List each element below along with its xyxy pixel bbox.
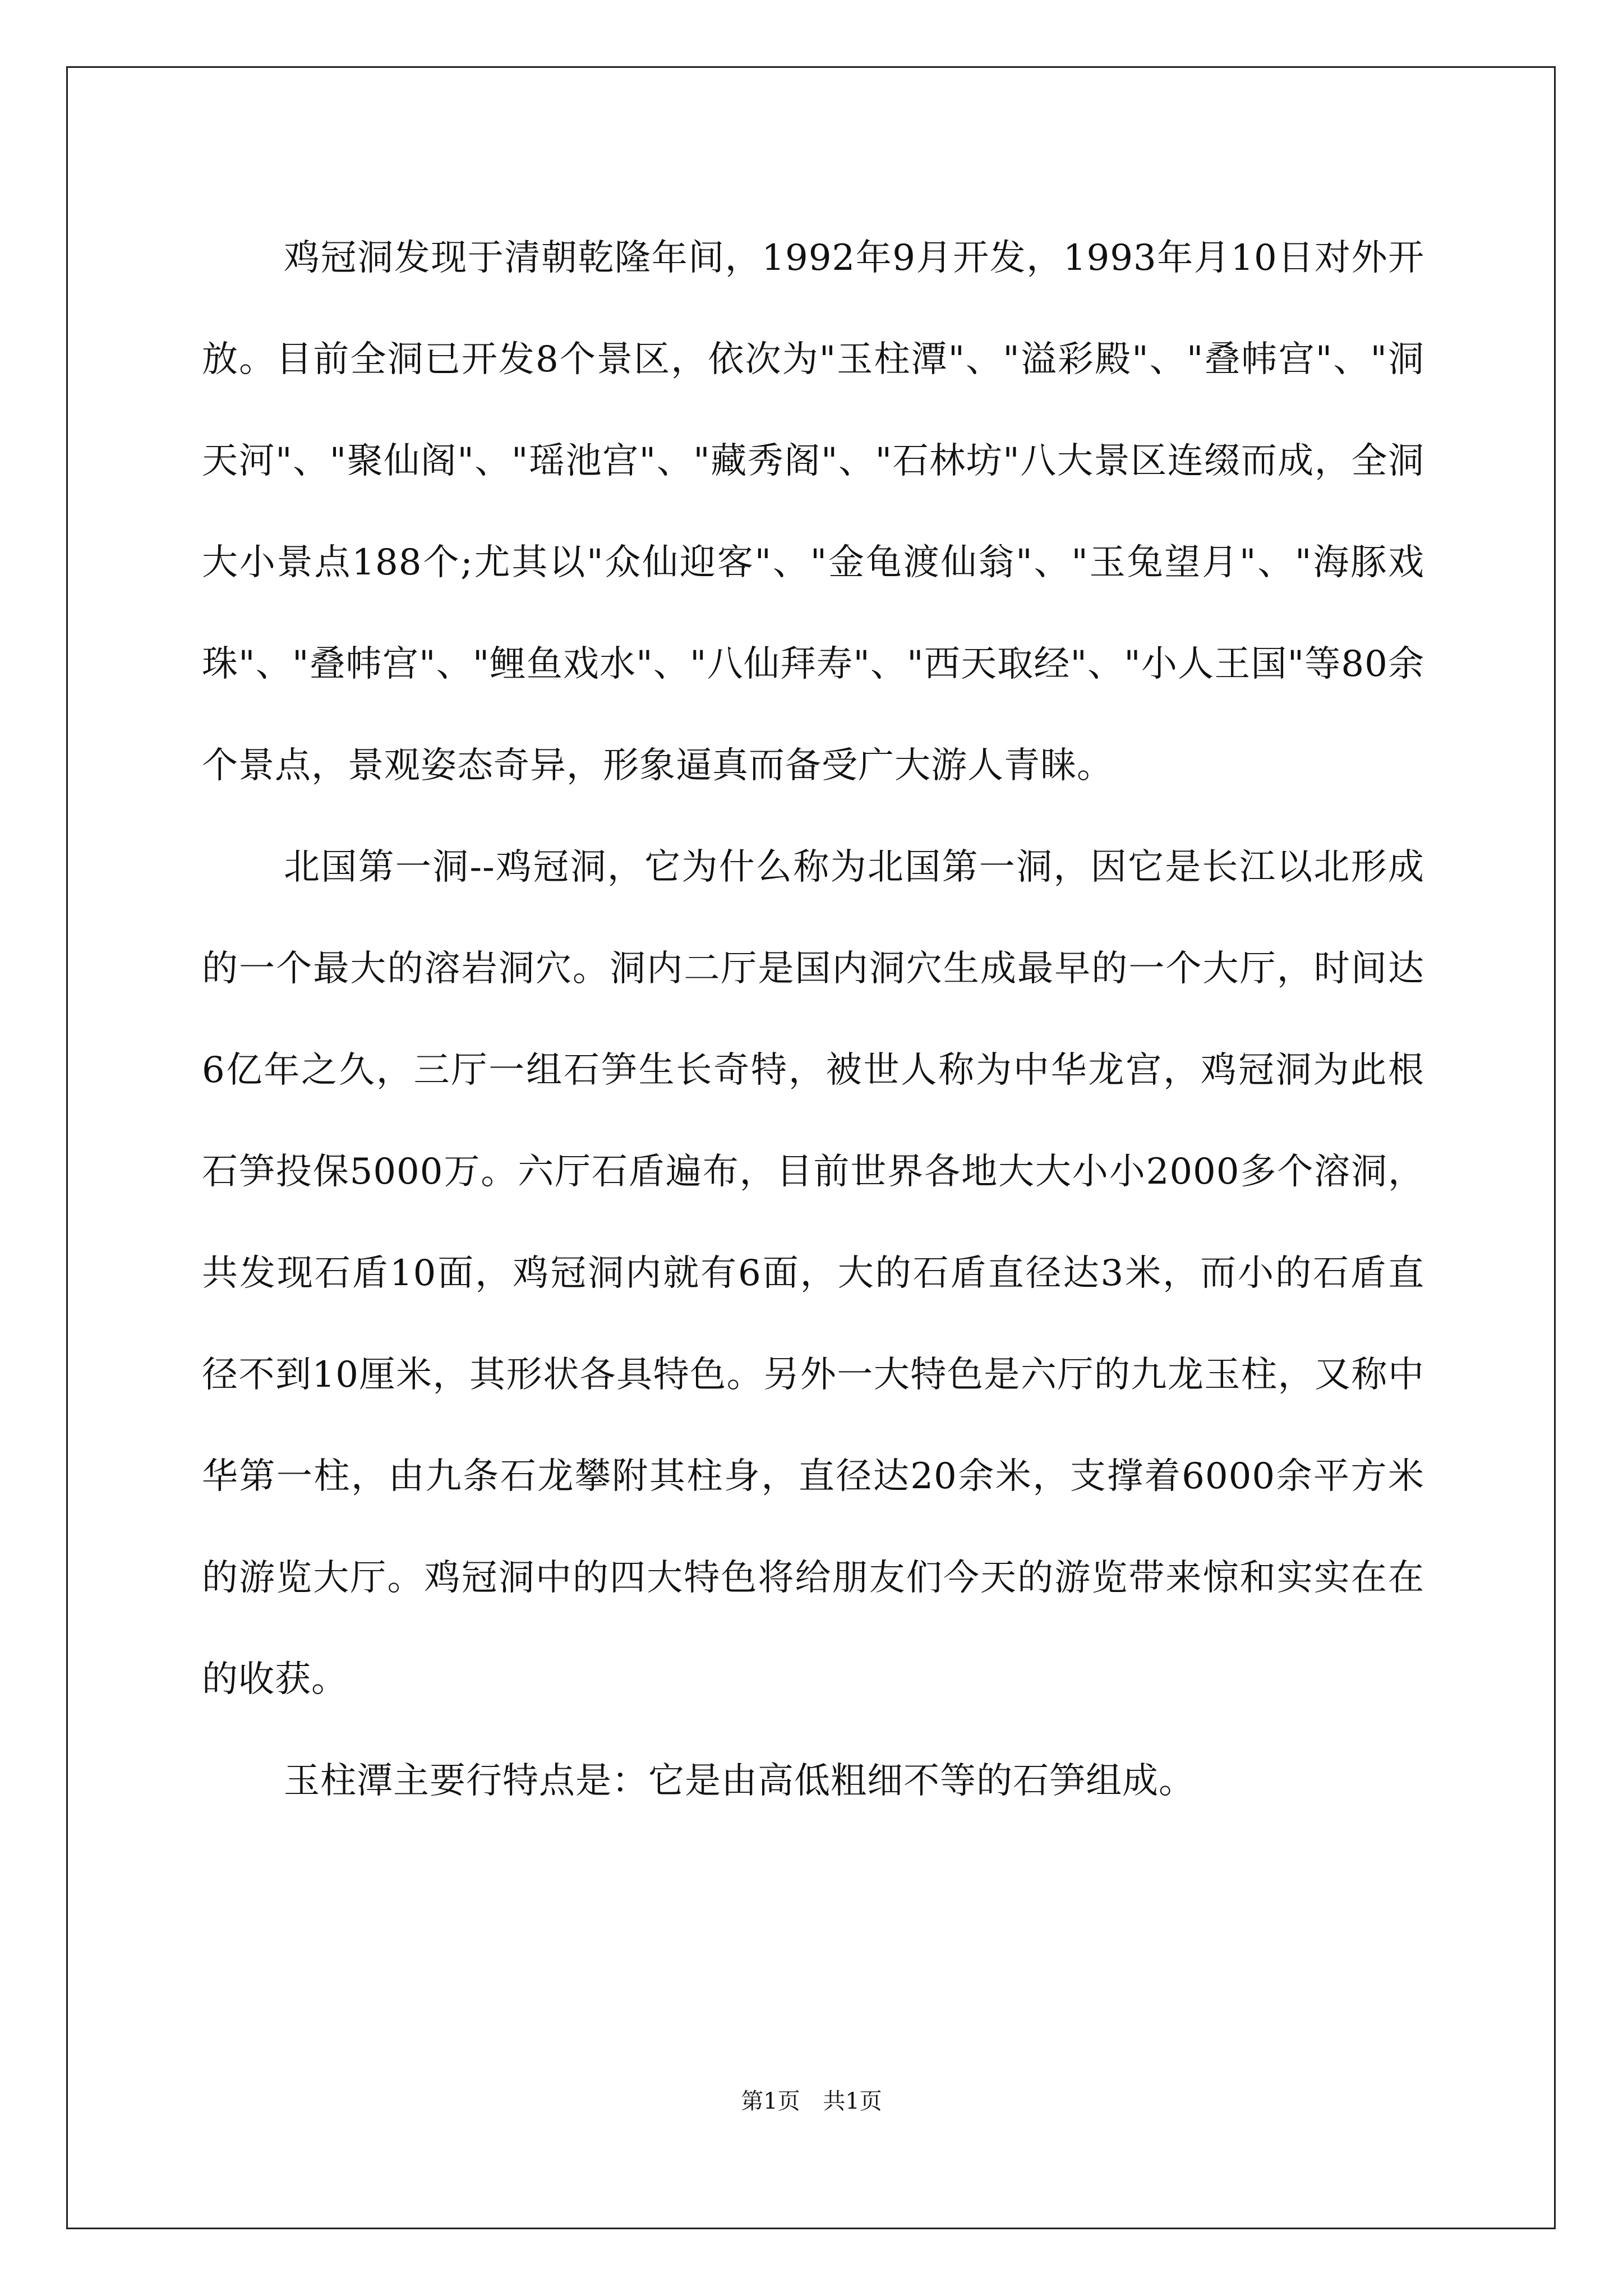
paragraph-2: 北国第一洞--鸡冠洞，它为什么称为北国第一洞，因它是长江以北形成的一个最大的溶岩洞穴。洞内二厅是国内洞穴生成最早的一个大厅，时间达6亿年之久，三厅一组石笋生长奇特，被世人称为中华龙宫，鸡冠洞为此根石笋投保5000万。六厅石盾遍布，目前世界各地大大小小2000多个溶洞，共发现石盾10面，鸡冠洞内就有6面，大的石盾直径达3米，而小的石盾直径不到10厘米，其形状各具特色。另外一大特色是六厅的九龙玉柱，又称中华第一柱，由九条石龙攀附其柱身，直径达20余米，支撑着6000余平方米的游览大厅。鸡冠洞中的四大特色将给朋友们今天的游览带来惊和实实在在的收获。	[202, 846, 1424, 1700]
paragraph-1: 鸡冠洞发现于清朝乾隆年间，1992年9月开发，1993年月10日对外开放。目前全洞已开发8个景区，依次为"玉柱潭"、"溢彩殿"、"叠帏宫"、"洞天河"、"聚仙阁"、"瑶池宫"、"藏秀阁"、"石林坊"八大景区连缀而成，全洞大小景点188个;尤其以"众仙迎客"、"金龟渡仙翁"、"玉兔望月"、"海豚戏珠"、"叠帏宫"、"鲤鱼戏水"、"八仙拜寿"、"西天取经"、"小人王国"等80余个景点，景观姿态奇异，形象逼真而备受广大游人青睐。	[202, 237, 1424, 786]
page-footer	[0, 2088, 1623, 2115]
page-number: 第1页	[741, 2088, 800, 2114]
page-total: 共1页	[823, 2088, 882, 2114]
document-body	[202, 208, 1424, 1832]
paragraph-3: 玉柱潭主要行特点是：它是由高低粗细不等的石笋组成。	[284, 1760, 1195, 1802]
